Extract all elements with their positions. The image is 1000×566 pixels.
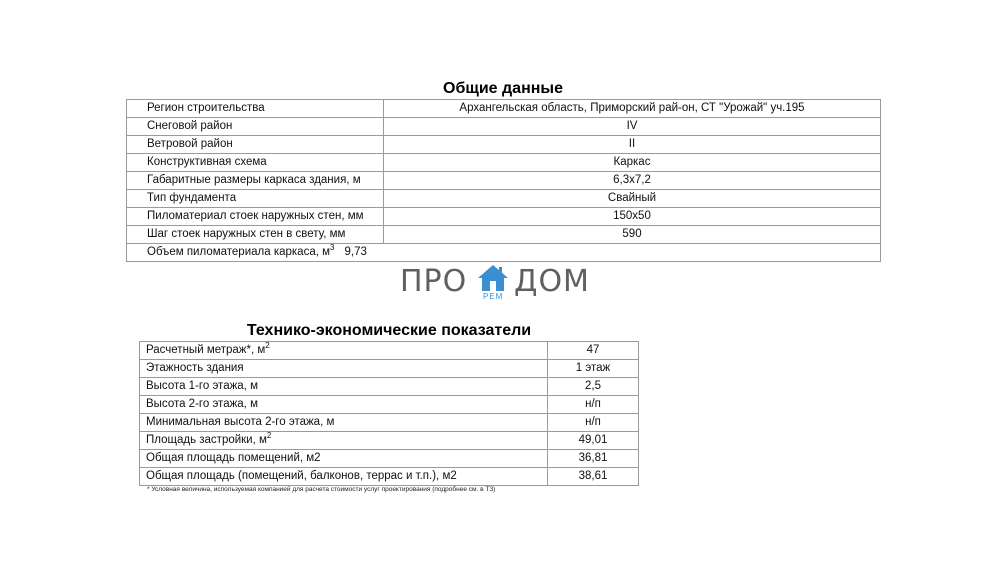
table-row [140, 342, 639, 360]
row-value: н/п [548, 414, 639, 432]
row-label: Снеговой район [127, 118, 384, 136]
company-logo [400, 264, 600, 304]
row-label-text: Расчетный метраж*, м [146, 344, 266, 356]
row-value: 150х50 [384, 208, 881, 226]
house-icon [477, 264, 509, 294]
table-row [140, 468, 639, 486]
row-value: 2,5 [548, 378, 639, 396]
row-value: IV [384, 118, 881, 136]
tech-indicators-title: Технико-экономические показатели [246, 322, 532, 339]
row-label: Общая площадь (помещений, балконов, террас и т.п.), м2 [140, 468, 548, 486]
unit-superscript: 2 [265, 341, 270, 351]
row-label: Минимальная высота 2-го этажа, м [140, 414, 548, 432]
table-row [140, 378, 639, 396]
row-value: 36,81 [548, 450, 639, 468]
table-row [140, 450, 639, 468]
row-label: Высота 1-го этажа, м [140, 378, 548, 396]
row-label: Конструктивная схема [127, 154, 384, 172]
table-row [140, 360, 639, 378]
general-data-table [126, 99, 881, 262]
table-row [127, 154, 881, 172]
row-value: 38,61 [548, 468, 639, 486]
table-row [127, 226, 881, 244]
table-row [127, 100, 881, 118]
logo-word-dom: ДОМ [514, 264, 590, 299]
table-row [140, 396, 639, 414]
table-row [127, 244, 881, 262]
row-value: 590 [384, 226, 881, 244]
logo-word-pro: ПРО [400, 264, 468, 299]
row-value: 47 [548, 342, 639, 360]
row-label-text: Площадь застройки, м [146, 434, 267, 446]
row-label: Ветровой район [127, 136, 384, 154]
row-label: Регион строительства [127, 100, 384, 118]
row-label: Тип фундамента [127, 190, 384, 208]
row-value: 6,3х7,2 [384, 172, 881, 190]
row-label-text: Объем пиломатериала каркаса, м [147, 246, 331, 258]
unit-superscript: 2 [266, 431, 272, 441]
row-label: Шаг стоек наружных стен в свету, мм [127, 226, 384, 244]
row-value: н/п [548, 396, 639, 414]
row-value: 1 этаж [548, 360, 639, 378]
row-label [140, 432, 548, 450]
row-value-empty [384, 244, 881, 262]
row-label [127, 244, 384, 262]
table-row [140, 432, 639, 450]
row-value: 49,01 [548, 432, 639, 450]
logo-sub-rem: РЕМ [483, 292, 504, 301]
table-row [127, 118, 881, 136]
row-label [140, 342, 548, 360]
row-label: Пиломатериал стоек наружных стен, мм [127, 208, 384, 226]
table-row [127, 172, 881, 190]
row-value: Каркас [384, 154, 881, 172]
row-label: Габаритные размеры каркаса здания, м [127, 172, 384, 190]
unit-superscript: 3 [330, 243, 335, 253]
row-label: Высота 2-го этажа, м [140, 396, 548, 414]
row-label: Общая площадь помещений, м2 [140, 450, 548, 468]
footnote: * Условная величина, используемая компанией для расчета стоимости услуг проектирования (подробнее см. в ТЗ) [147, 486, 496, 493]
tech-indicators-table [139, 341, 639, 486]
row-value: II [384, 136, 881, 154]
row-value: Свайный [384, 190, 881, 208]
row-value: 9,73 [344, 246, 367, 258]
table-row [127, 208, 881, 226]
table-row [140, 414, 639, 432]
table-row [127, 190, 881, 208]
table-row [127, 136, 881, 154]
row-value: Архангельская область, Приморский рай-он, СТ "Урожай" уч.195 [384, 100, 881, 118]
general-data-title: Общие данные [443, 80, 563, 97]
row-label: Этажность здания [140, 360, 548, 378]
